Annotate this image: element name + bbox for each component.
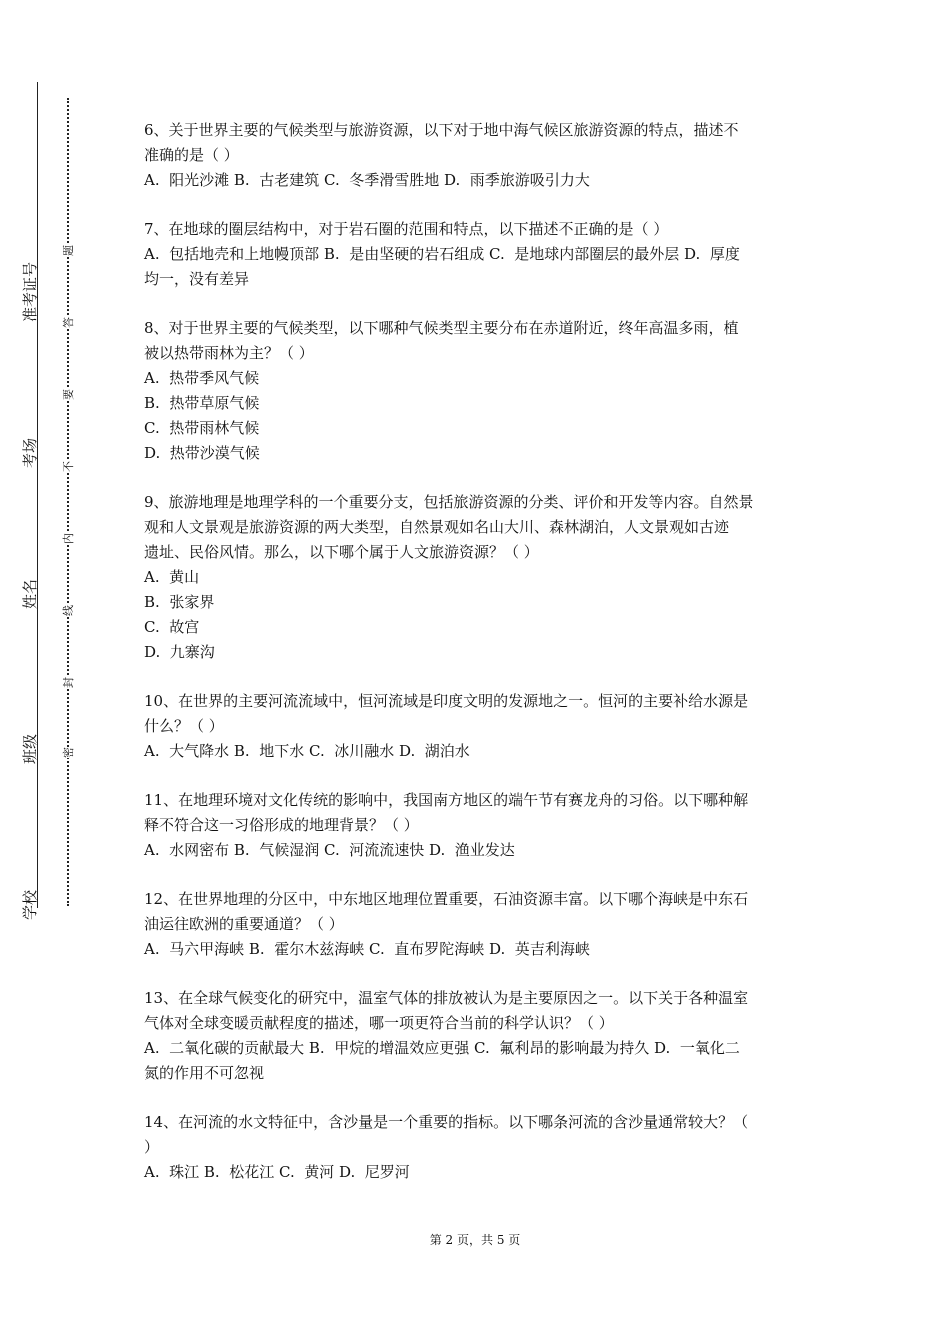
seal-char-1: 密 <box>62 747 75 758</box>
question-stem: 释不符合这一习俗形成的地理背景？（ ） <box>144 816 419 834</box>
question-13 <box>144 986 812 1086</box>
seal-char-5: 不 <box>62 461 75 472</box>
question-options: A. 大气降水 B. 地下水 C. 冰川融水 D. 湖泊水 <box>144 742 470 760</box>
seal-char-7: 答 <box>62 317 75 328</box>
question-options: A. 马六甲海峡 B. 霍尔木兹海峡 C. 直布罗陀海峡 D. 英吉利海峡 <box>144 940 590 958</box>
question-list <box>144 118 812 1209</box>
question-stem: 10、在世界的主要河流流域中，恒河流域是印度文明的发源地之一。恒河的主要补给水源是 <box>144 692 749 710</box>
question-6 <box>144 118 812 193</box>
seal-char-2: 封 <box>62 677 75 688</box>
question-9 <box>144 490 812 665</box>
question-12 <box>144 887 812 962</box>
question-stem: 9、旅游地理是地理学科的一个重要分支，包括旅游资源的分类、评价和开发等内容。自然景 <box>144 493 754 511</box>
question-options: A. 二氧化碳的贡献最大 B. 甲烷的增温效应更强 C. 氟利昂的影响最为持久 D. 一氧化二 <box>144 1039 740 1057</box>
question-8 <box>144 316 812 466</box>
question-stem: 什么？（ ） <box>144 717 224 735</box>
seal-char-8: 题 <box>62 245 75 256</box>
option-d: D. 九寨沟 <box>144 643 215 661</box>
field-label-name: 姓名 <box>21 578 39 609</box>
question-options: A. 水网密布 B. 气候湿润 C. 河流流速快 D. 渔业发达 <box>144 841 515 859</box>
seal-char-3: 线 <box>62 605 75 616</box>
option-c: C. 热带雨林气候 <box>144 419 260 437</box>
question-stem: 被以热带雨林为主？（ ） <box>144 344 314 362</box>
question-options: A. 包括地壳和上地幔顶部 B. 是由坚硬的岩石组成 C. 是地球内部圈层的最外层 D. 厚度 <box>144 245 740 263</box>
question-options: 氮的作用不可忽视 <box>144 1064 265 1082</box>
question-options: A. 珠江 B. 松花江 C. 黄河 D. 尼罗河 <box>144 1163 410 1181</box>
question-stem: 13、在全球气候变化的研究中，温室气体的排放被认为是主要原因之一。以下关于各种温室 <box>144 989 749 1007</box>
option-b: B. 张家界 <box>144 593 215 611</box>
question-stem: 观和人文景观是旅游资源的两大类型，自然景观如名山大川、森林湖泊，人文景观如古迹 <box>144 518 730 536</box>
field-label-exam-room: 考场 <box>21 437 39 468</box>
seal-char-4: 内 <box>62 533 75 544</box>
seal-char-6: 要 <box>62 389 75 400</box>
question-stem: 遗址、民俗风情。那么，以下哪个属于人文旅游资源？（ ） <box>144 543 539 561</box>
option-a: A. 黄山 <box>144 568 200 586</box>
question-11 <box>144 788 812 863</box>
question-stem: 7、在地球的圈层结构中，对于岩石圈的范围和特点，以下描述不正确的是（ ） <box>144 220 669 238</box>
binding-dotted-line <box>67 98 69 906</box>
field-label-school: 学校 <box>21 889 39 920</box>
option-b: B. 热带草原气候 <box>144 394 260 412</box>
question-stem: 油运往欧洲的重要通道？（ ） <box>144 915 344 933</box>
question-stem: 14、在河流的水文特征中，含沙量是一个重要的指标。以下哪条河流的含沙量通常较大？（ <box>144 1113 749 1131</box>
page-number: 第 2 页，共 5 页 <box>429 1233 521 1247</box>
option-a: A. 热带季风气候 <box>144 369 260 387</box>
question-stem: 8、对于世界主要的气候类型，以下哪种气候类型主要分布在赤道附近，终年高温多雨，植 <box>144 319 739 337</box>
question-7 <box>144 217 812 292</box>
question-stem: 6、关于世界主要的气候类型与旅游资源，以下对于地中海气候区旅游资源的特点，描述不 <box>144 121 739 139</box>
option-d: D. 热带沙漠气候 <box>144 444 260 462</box>
option-c: C. 故宫 <box>144 618 200 636</box>
question-stem: ） <box>144 1138 160 1156</box>
binding-solid-line <box>37 82 38 908</box>
question-stem: 11、在地理环境对文化传统的影响中，我国南方地区的端午节有赛龙舟的习俗。以下哪种解 <box>144 791 749 809</box>
question-14 <box>144 1110 812 1185</box>
question-stem: 准确的是（ ） <box>144 146 239 164</box>
question-options: 均一，没有差异 <box>144 270 250 288</box>
question-stem: 12、在世界地理的分区中，中东地区地理位置重要，石油资源丰富。以下哪个海峡是中东石 <box>144 890 749 908</box>
question-10 <box>144 689 812 764</box>
field-label-class: 班级 <box>21 733 39 764</box>
question-options: A. 阳光沙滩 B. 古老建筑 C. 冬季滑雪胜地 D. 雨季旅游吸引力大 <box>144 171 590 189</box>
field-label-exam-number: 准考证号 <box>21 261 39 322</box>
question-stem: 气体对全球变暖贡献程度的描述，哪一项更符合当前的科学认识？（ ） <box>144 1014 614 1032</box>
